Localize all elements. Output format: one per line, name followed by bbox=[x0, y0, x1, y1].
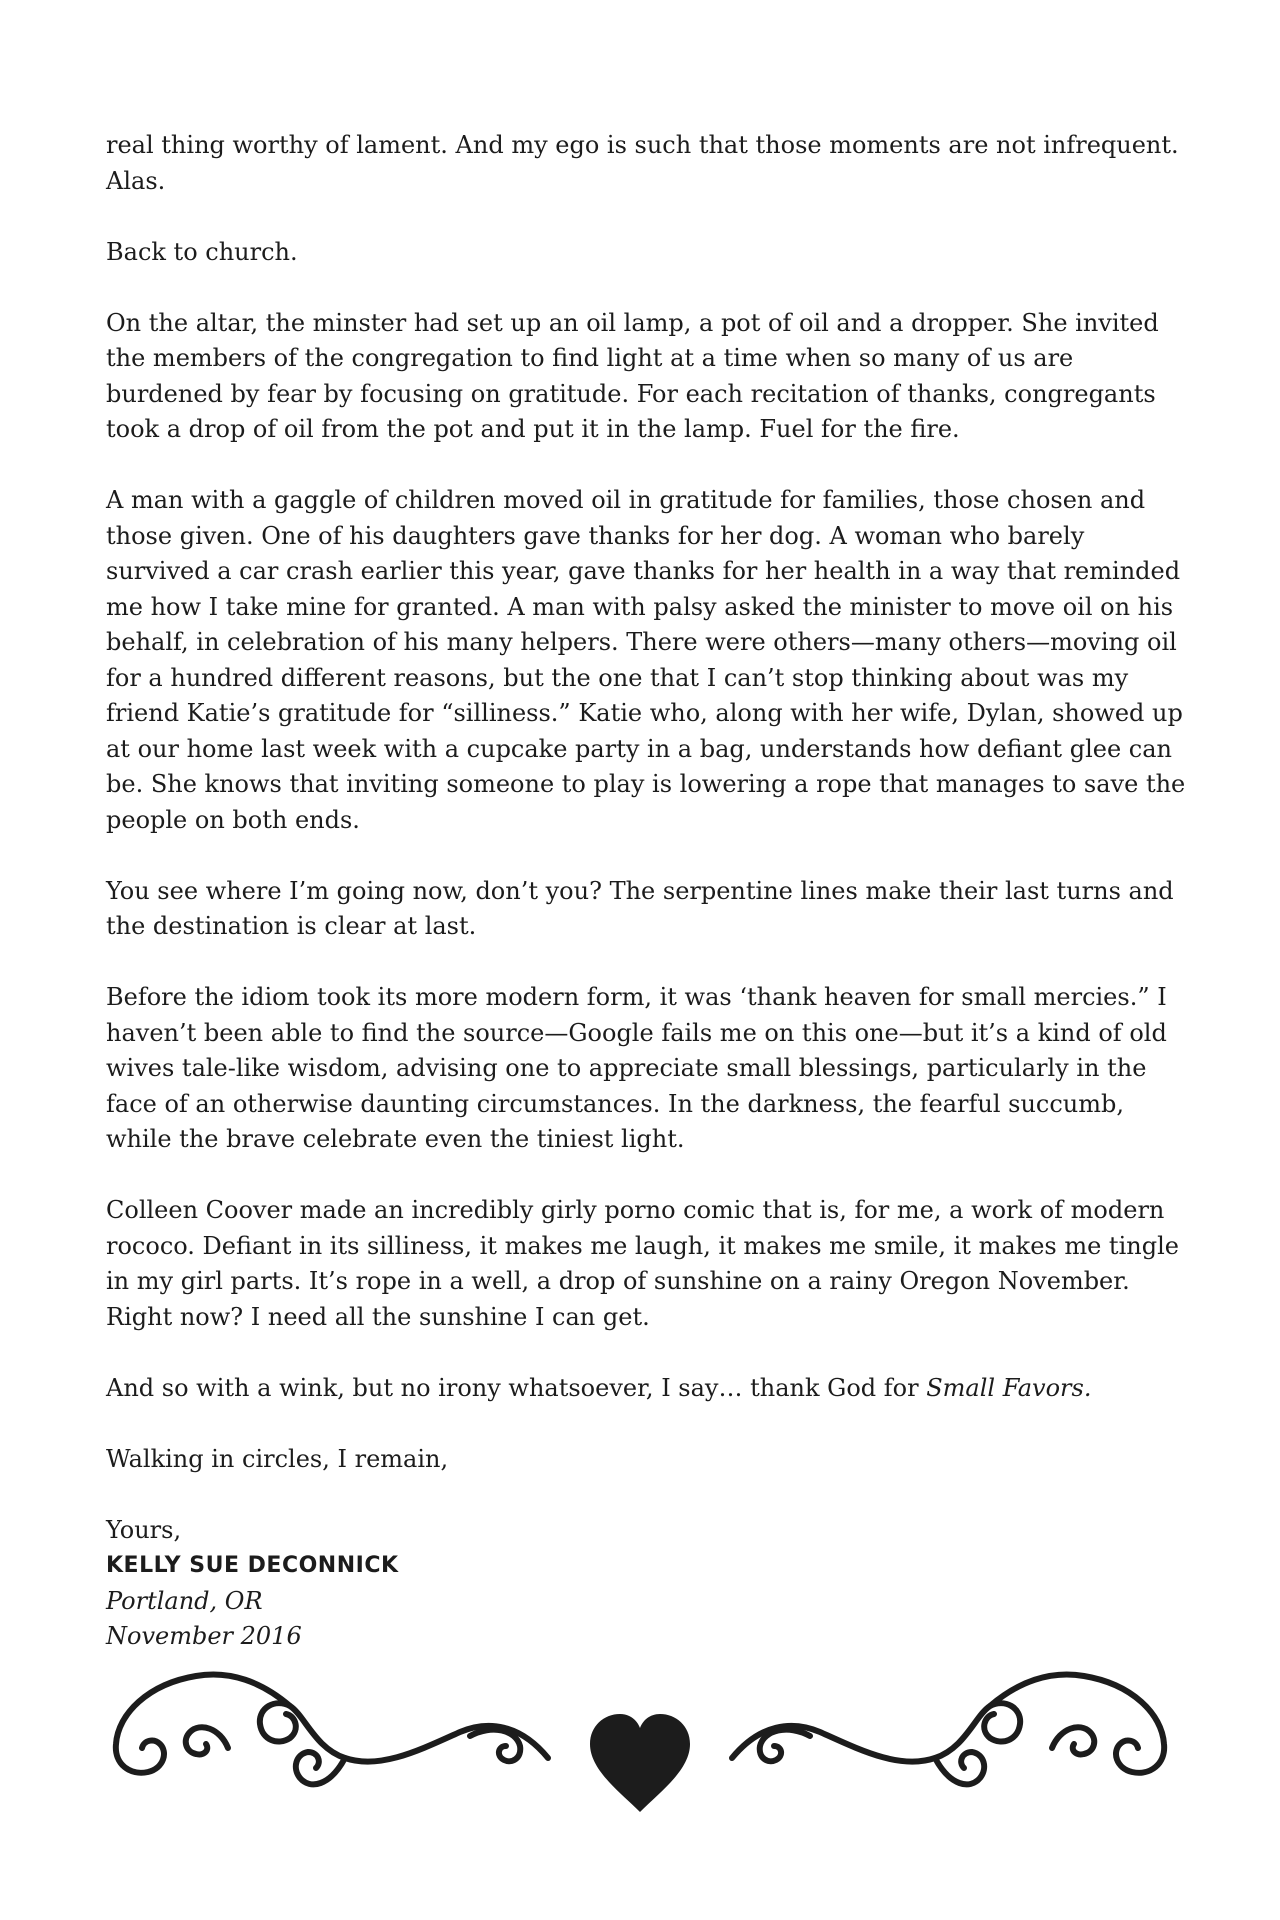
paragraph-colleen-coover: Colleen Coover made an incredibly girly porno comic that is, for me, a work of modern rococo. Defiant in its silliness, it makes me laugh, it makes me smile, it makes me tingle in my girl parts. It’s rope in a well, a drop of sunshine on a rainy Oregon November. Right now? I need all the sunshine I can get. bbox=[106, 1196, 1179, 1331]
heart-flourish-divider-icon bbox=[0, 1640, 1280, 1820]
signature-location: Portland, OR bbox=[106, 1586, 263, 1615]
paragraph-idiom: Before the idiom took its more modern form, it was ‘thank heaven for small mercies.” I haven’t been able to find the source—Google fails me on this one—but it’s a kind of old wives tale-like wisdom, advising one to appreciate small blessings, particularly in the face of an otherwise daunting circumstances. In the darkness, the fearful succumb, while the brave celebrate even the tiniest light. bbox=[106, 983, 1167, 1153]
paragraph-lament: real thing worthy of lament. And my ego is such that those moments are not infrequent. Alas. bbox=[106, 131, 1179, 195]
paragraph-destination: You see where I’m going now, don’t you? The serpentine lines make their last turns and the destination is clear at last. bbox=[106, 876, 1174, 940]
paragraph-thank-god bbox=[106, 1371, 1186, 1407]
letter-body bbox=[106, 128, 1186, 1655]
signature-name: KELLY SUE DECONNICK bbox=[106, 1553, 399, 1578]
paragraph-back-to-church: Back to church. bbox=[106, 237, 298, 266]
paragraph-gratitude: A man with a gaggle of children moved oil in gratitude for families, those chosen and those given. One of his daughters gave thanks for her dog. A woman who barely survived a car crash earlier this year, gave thanks for her health in a way that reminded me how I take mine for granted. A man with palsy asked the minister to move oil on his behalf, in celebration of his many helpers. There were others—many others—moving oil for a hundred different reasons, but the one that I can’t stop thinking about was my friend Katie’s gratitude for “silliness.” Katie who, along with her wife, Dylan, showed up at our home last week with a cupcake party in a bag, understands how defiant glee can be. She knows that inviting someone to play is lowering a rope that manages to save the people on both ends. bbox=[106, 486, 1186, 834]
paragraph-thank-god-text: And so with a wink, but no irony whatsoever, I say… thank God for bbox=[106, 1373, 927, 1402]
book-title: Small Favors. bbox=[926, 1373, 1092, 1402]
paragraph-altar: On the altar, the minster had set up an oil lamp, a pot of oil and a dropper. She invited the members of the congregation to find light at a time when so many of us are burdened by fear by focusing on gratitude. For each recitation of thanks, congregants took a drop of oil from the pot and put it in the lamp. Fuel for the fire. bbox=[106, 308, 1159, 443]
paragraph-walking-in-circles: Walking in circles, I remain, bbox=[106, 1444, 449, 1473]
signature-salutation: Yours, bbox=[106, 1515, 182, 1544]
signature-date: November 2016 bbox=[106, 1622, 302, 1650]
